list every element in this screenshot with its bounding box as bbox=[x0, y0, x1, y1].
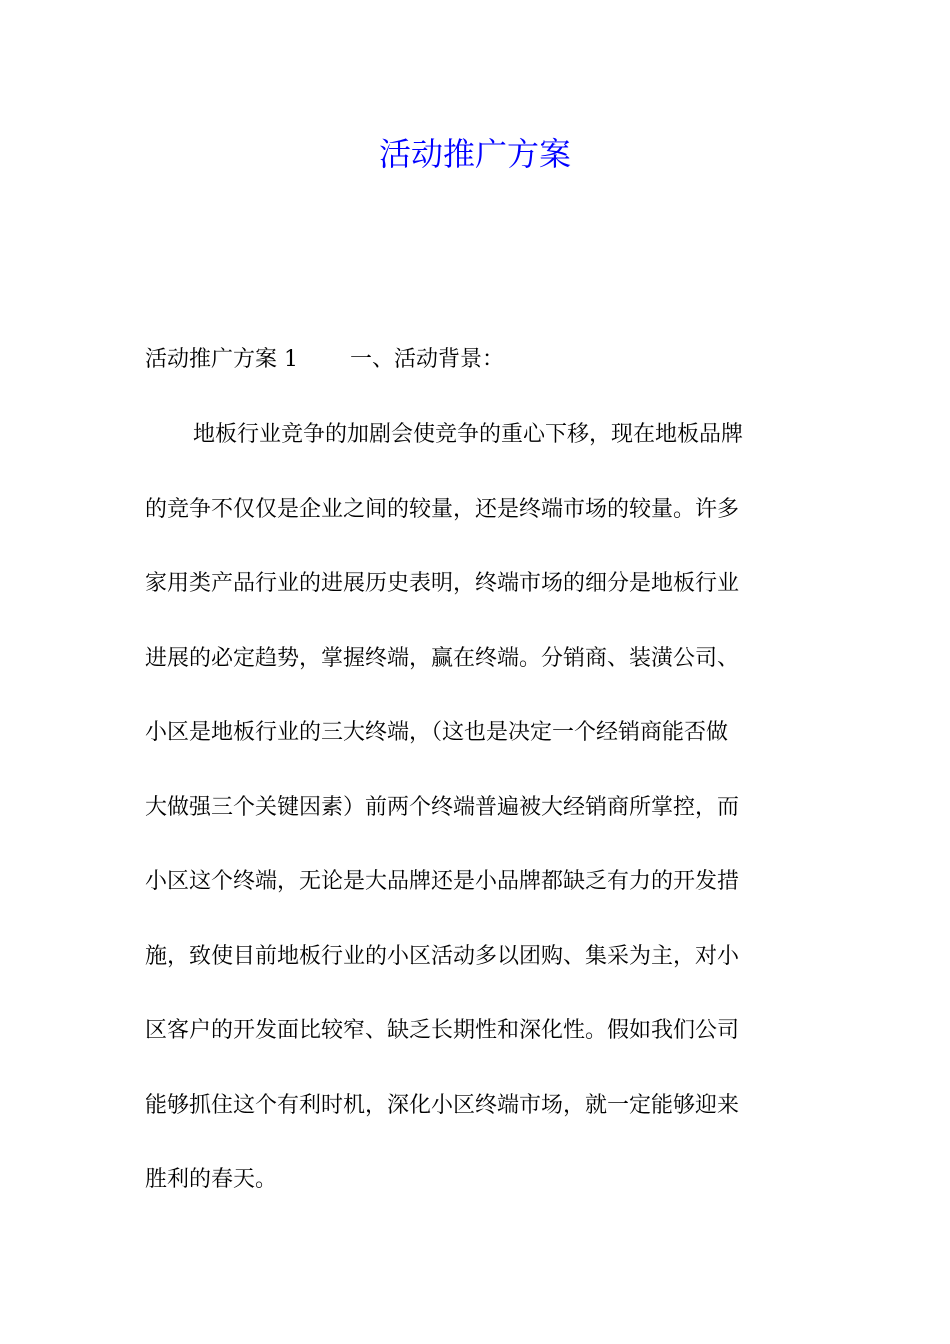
paragraph-line: 家用类产品行业的进展历史表明，终端市场的细分是地板行业 bbox=[145, 571, 740, 596]
paragraph-line: 的竞争不仅仅是企业之间的较量，还是终端市场的较量。许多 bbox=[145, 496, 740, 522]
section-heading-line bbox=[145, 340, 810, 380]
paragraph-line: 小区是地板行业的三大终端，（这也是决定一个经销商能否做 bbox=[145, 720, 729, 745]
paragraph-line: 能够抓住这个有利时机，深化小区终端市场，就一定能够迎来 bbox=[145, 1092, 740, 1118]
paragraph-line: 胜利的春天。 bbox=[145, 1167, 278, 1192]
paragraph-line: 小区这个终端，无论是大品牌还是小品牌都缺乏有力的开发措 bbox=[145, 869, 740, 894]
paragraph-line: 进展的必定趋势，掌握终端，赢在终端。分销商、装潢公司、 bbox=[145, 645, 740, 671]
paragraph-line: 区客户的开发面比较窄、缺乏长期性和深化性。假如我们公司 bbox=[145, 1018, 740, 1043]
section-heading: 一、活动背景： bbox=[350, 347, 505, 372]
plan-label: 活动推广方案 1 bbox=[145, 347, 298, 372]
paragraph-line: 大做强三个关键因素）前两个终端普遍被大经销商所掌控，而 bbox=[145, 794, 740, 820]
paragraph-line: 施，致使目前地板行业的小区活动多以团购、集采为主，对小 bbox=[145, 943, 740, 969]
background-paragraph bbox=[145, 398, 810, 1218]
document-title: 活动推广方案 bbox=[378, 135, 571, 173]
paragraph-line: 地板行业竞争的加剧会使竞争的重心下移，现在地板品牌 bbox=[193, 422, 744, 447]
